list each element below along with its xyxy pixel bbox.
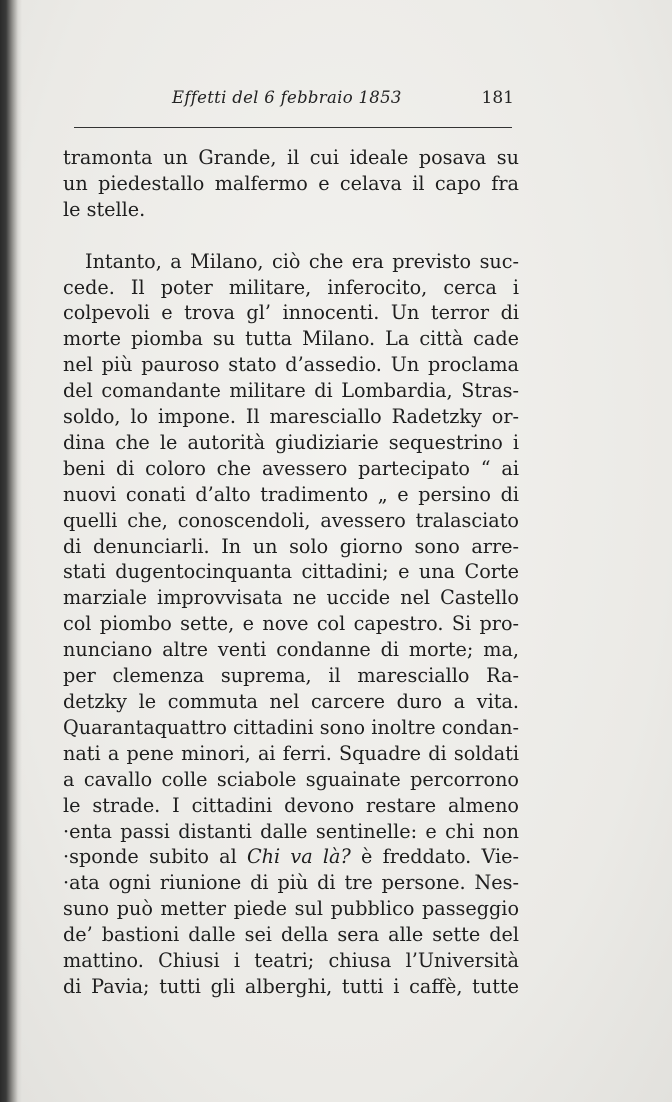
text-line: Intanto, a Milano, ciò che era previsto suc- xyxy=(85,249,519,273)
text-line: nel più pauroso stato d’assedio. Un proclama xyxy=(63,353,519,377)
text-line: soldo, lo impone. Il maresciallo Radetzky or- xyxy=(63,405,519,429)
text-line: beni di coloro che avessero partecipato “ ai xyxy=(63,456,519,480)
text-line: quelli che, conoscendoli, avessero tralasciato xyxy=(63,508,519,532)
text-line: di Pavia; tutti gli alberghi, tutti i caffè, tutte xyxy=(63,974,519,998)
text-line: de’ bastioni dalle sei della sera alle sette del xyxy=(63,923,519,947)
text-line: stati dugentocinquanta cittadini; e una Corte xyxy=(63,560,519,584)
text-line: dina che le autorità giudiziarie sequestrino i xyxy=(63,430,519,454)
page-header xyxy=(60,88,520,118)
header-rule xyxy=(74,127,512,128)
text-line-with-italic xyxy=(63,844,519,870)
text-line: colpevoli e trova gl’ innocenti. Un terror di xyxy=(63,301,519,325)
text-line: del comandante militare di Lombardia, Stras- xyxy=(63,379,519,403)
text-line: nunciano altre venti condanne di morte; ma, xyxy=(63,638,519,662)
paragraph-2 xyxy=(63,249,519,1000)
text-line: detzky le commuta nel carcere duro a vita. xyxy=(63,690,519,714)
text-line: ·enta passi distanti dalle sentinelle: e chi non xyxy=(63,819,519,843)
text-line: suno può metter piede sul pubblico passeggio xyxy=(63,897,519,921)
text-line: di denunciarli. In un solo giorno sono arre- xyxy=(63,534,519,558)
text-line: le stelle. xyxy=(63,197,146,221)
text-line: morte piomba su tutta Milano. La città cade xyxy=(63,327,519,351)
text-line: per clemenza suprema, il maresciallo Ra- xyxy=(63,664,519,688)
text-segment: è freddato. Vie- xyxy=(361,845,519,869)
body-text xyxy=(63,145,519,1000)
paragraph-gap xyxy=(63,223,519,249)
text-line: mattino. Chiusi i teatri; chiusa l’Università xyxy=(63,949,519,973)
paragraph-1 xyxy=(63,145,519,223)
text-line: cede. Il poter militare, inferocito, cerca i xyxy=(63,275,519,299)
text-line: col piombo sette, e nove col capestro. Si pro- xyxy=(63,612,519,636)
running-title: Effetti del 6 febbraio 1853 xyxy=(172,88,402,107)
italic-phrase: Chi va là? xyxy=(246,845,351,869)
text-line: tramonta un Grande, il cui ideale posava su xyxy=(63,146,519,169)
text-line: ·ata ogni riunione di più di tre persone. Nes- xyxy=(63,871,519,895)
text-line: un piedestallo malfermo e celava il capo fra xyxy=(63,171,519,195)
text-line: Quarantaquattro cittadini sono inoltre condan- xyxy=(63,715,519,739)
page-number: 181 xyxy=(481,88,514,108)
text-segment: ·sponde subito al xyxy=(63,845,237,869)
text-line: marziale improvvisata ne uccide nel Castello xyxy=(63,586,519,610)
text-line: nati a pene minori, ai ferri. Squadre di soldati xyxy=(63,741,519,765)
page-spine-shadow xyxy=(0,0,22,1102)
text-line: le strade. I cittadini devono restare almeno xyxy=(63,793,519,817)
text-line: a cavallo colle sciabole sguainate percorrono xyxy=(63,767,519,791)
text-line: nuovi conati d’alto tradimento „ e persino di xyxy=(63,482,519,506)
